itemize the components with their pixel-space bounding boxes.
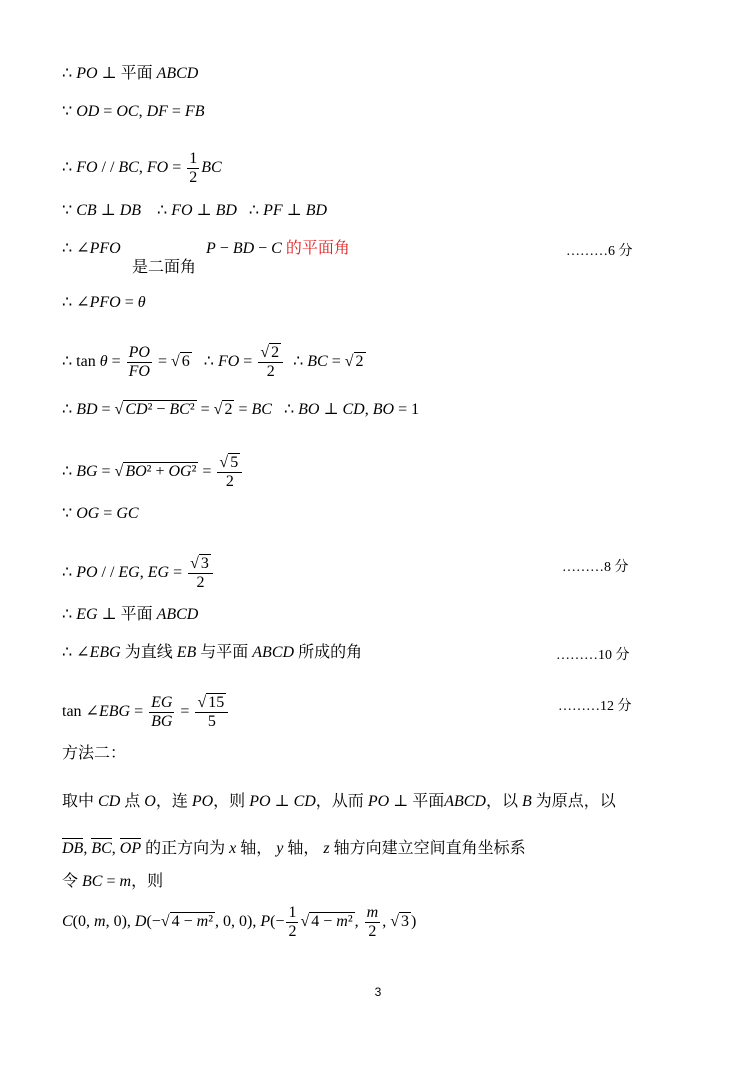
line-16: DB, BC, OP 的正方向为 x 轴， y 轴， z 轴方向建立空间直角坐标系 <box>62 840 526 857</box>
line-10: ∵ OG = GC <box>62 505 139 522</box>
line-4: ∵ CB ⊥ DB ∴ FO ⊥ BD ∴ PF ⊥ BD <box>62 202 328 219</box>
line-14: tan ∠EBG = $\frac{EG}{BG}$ = $\frac{√ 15}{5}$ <box>62 694 230 731</box>
score-10: ………10 分 <box>556 648 630 663</box>
line-6: ∴ ∠PFO = θ <box>62 294 146 311</box>
score-12: ………12 分 <box>558 699 632 714</box>
score-6: ………6 分 <box>566 244 633 259</box>
line-17: 令 BC = m，则 <box>62 873 164 890</box>
line-12: ∴ EG ⊥ 平面 ABCD <box>62 606 199 623</box>
page-number: 3 <box>374 985 382 999</box>
line-8: ∴ BD = √ CD² − BC² = √ 2 = BC ∴ BO ⊥ CD, BO = 1 <box>62 401 420 418</box>
line-1: ∴ PO ⊥ 平面 ABCD <box>62 65 199 82</box>
fraction: $\frac{1}{2}$ <box>189 150 198 186</box>
line-5-cont: P − BD − C 的平面角 <box>206 240 350 257</box>
line-7: ∴ tan θ = $\frac{PO}{FO}$ = √ 6 ∴ FO = $\frac{√ 2}{2}$ ∴ BC = √ 2 <box>62 344 364 380</box>
line-13: ∴ ∠EBG 为直线 EB 与平面 ABCD 所成的角 <box>62 644 363 661</box>
method-two-heading: 方法二： <box>62 745 127 762</box>
line-15: 取中 CD 点 O，连 PO，则 PO ⊥ CD，从而 PO ⊥ 平面ABCD，以 B 为原点，以 <box>62 793 616 810</box>
line-2: ∵ OD = OC, DF = FB <box>62 103 205 120</box>
line-3: ∴ FO / / BC, FO = $\frac{1}{2}$ BC <box>62 150 222 186</box>
line-9: ∴ BG = √ BO² + OG² = $\frac{√ 5}{2}$ <box>62 454 244 491</box>
line-11: ∴ PO / / EG, EG = $\frac{√ 3}{2}$ <box>62 555 215 592</box>
line-5-sub: 是二面角 <box>132 259 197 276</box>
score-8: ………8 分 <box>562 560 629 575</box>
line-5: ∴ ∠PFO <box>62 240 121 257</box>
line-18: C(0, m, 0), D(−√ 4 − m² , 0, 0), P(− $\frac{1}{2}$ √ 4 − m² , $\frac{m}{2}$ , √ 3 ) <box>62 904 417 940</box>
